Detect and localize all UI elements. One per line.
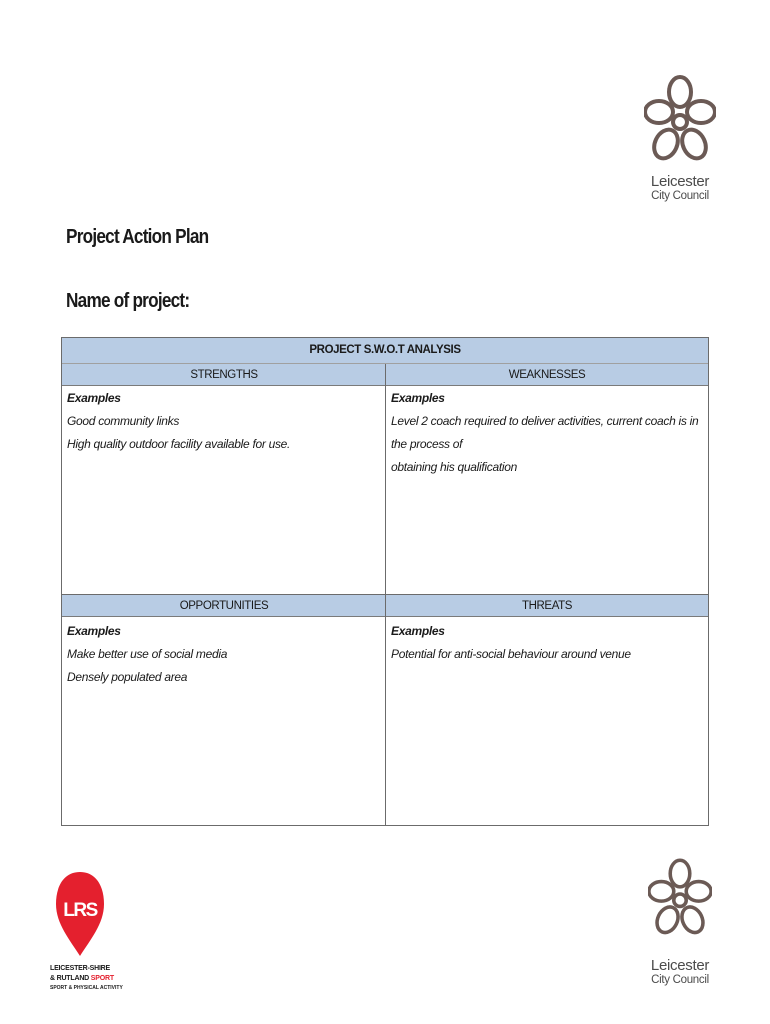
lrs-line1: LEICESTER-SHIRE: [50, 965, 111, 972]
list-item: obtaining his qualification: [391, 460, 517, 474]
column-divider: [385, 364, 386, 825]
list-item: Level 2 coach required to deliver activities, current coach is in the process of: [391, 414, 699, 451]
strengths-examples-label: Examples: [67, 391, 121, 405]
weaknesses-header: WEAKNESSES: [386, 364, 708, 386]
swot-title: PROJECT S.W.O.T ANALYSIS: [62, 338, 708, 364]
lrs-line2: [50, 974, 130, 984]
lrs-logo: [50, 870, 123, 1000]
strengths-cell[interactable]: [67, 387, 382, 456]
opportunities-header: OPPORTUNITIES: [62, 595, 386, 617]
weaknesses-examples-label: Examples: [391, 391, 445, 405]
strengths-header: STRENGTHS: [62, 364, 386, 386]
threats-cell[interactable]: [391, 620, 706, 666]
lrs-line3: SPORT & PHYSICAL ACTIVITY: [50, 985, 123, 991]
lrs-line2-suffix: SPORT: [90, 975, 114, 982]
lrs-wordmark: [50, 964, 130, 992]
opportunities-examples-label: Examples: [67, 624, 121, 638]
weaknesses-cell[interactable]: [391, 387, 706, 479]
council-logo-line2: City Council: [651, 190, 709, 202]
threats-header: THREATS: [386, 595, 708, 617]
council-logo-top: [635, 74, 725, 224]
list-item: Make better use of social media: [67, 647, 228, 661]
council-logo-line1: Leicester: [650, 173, 710, 190]
project-name-label: Name of project:: [66, 290, 190, 312]
swot-table: [61, 337, 709, 826]
threats-examples-label: Examples: [391, 624, 445, 638]
list-item: Good community links: [67, 414, 180, 428]
list-item: High quality outdoor facility available for use.: [67, 437, 291, 451]
flower-emblem-icon: [644, 74, 716, 174]
council-logo-line2: City Council: [651, 974, 709, 986]
flower-emblem-icon: [648, 852, 712, 952]
council-logo-bottom: [645, 852, 715, 1002]
list-item: Densely populated area: [67, 670, 188, 684]
page-title: Project Action Plan: [66, 226, 209, 248]
opportunities-cell[interactable]: [67, 620, 382, 689]
lrs-badge-text: LRS: [63, 900, 97, 921]
council-logo-line1: Leicester: [650, 957, 710, 974]
lrs-line2-prefix: & RUTLAND: [50, 975, 90, 982]
list-item: Potential for anti-social behaviour around venue: [391, 647, 631, 661]
